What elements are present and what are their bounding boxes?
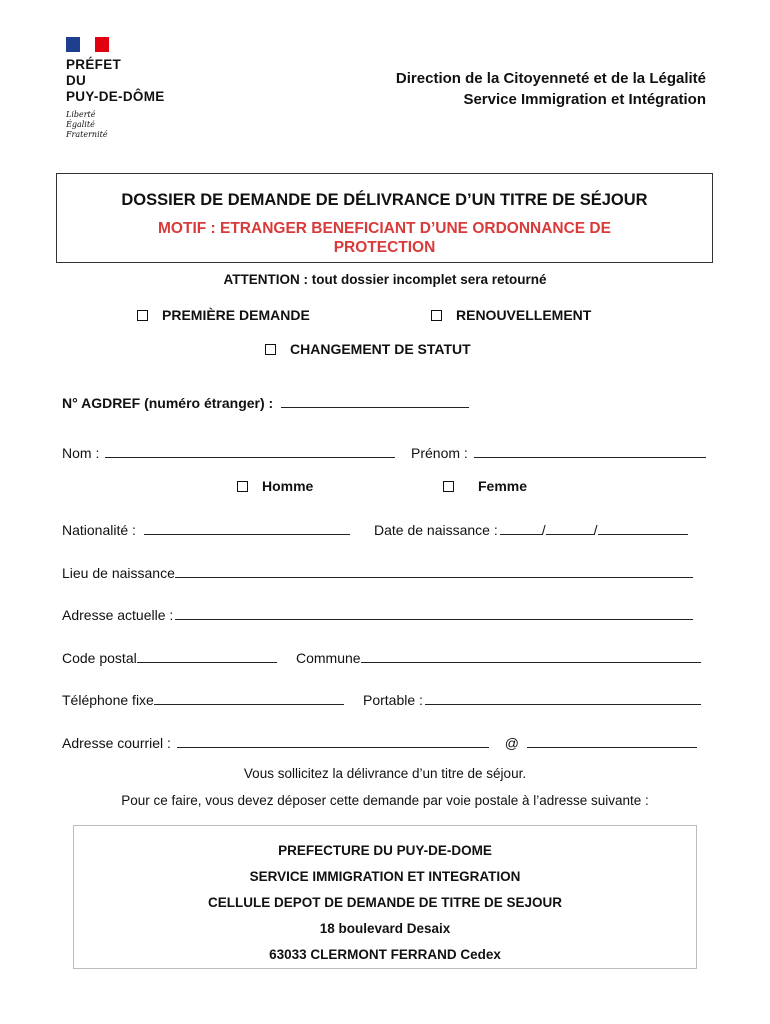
logo-line-1: PRÉFET bbox=[66, 57, 122, 72]
lieu-naissance-row bbox=[62, 563, 693, 581]
commune-row bbox=[296, 648, 701, 666]
agdref-input[interactable] bbox=[281, 393, 469, 408]
direction-header bbox=[396, 68, 706, 110]
motto-egalite: Égalité bbox=[66, 120, 95, 129]
option-homme[interactable] bbox=[237, 478, 313, 494]
at-sign: @ bbox=[504, 735, 519, 751]
label-homme: Homme bbox=[262, 478, 314, 494]
republic-motto bbox=[66, 110, 108, 140]
code-postal-input[interactable] bbox=[137, 648, 277, 663]
checkbox-renouvellement[interactable] bbox=[431, 310, 442, 321]
option-changement-statut[interactable] bbox=[265, 341, 471, 357]
code-postal-row bbox=[62, 648, 277, 666]
date-naissance-label: Date de naissance : bbox=[374, 522, 498, 538]
motto-liberte: Liberté bbox=[66, 110, 96, 119]
address-line-2: SERVICE IMMIGRATION ET INTEGRATION bbox=[249, 869, 521, 884]
date-year-input[interactable] bbox=[598, 520, 688, 535]
motto-fraternite: Fraternité bbox=[66, 130, 108, 139]
nom-row bbox=[62, 443, 395, 461]
logo-line-2: DU bbox=[66, 73, 87, 88]
telephone-label: Téléphone fixe bbox=[62, 692, 154, 708]
telephone-input[interactable] bbox=[154, 690, 344, 705]
label-femme: Femme bbox=[478, 478, 528, 494]
agdref-row bbox=[62, 393, 469, 411]
instruction-line-2: Pour ce faire, vous devez déposer cette demande par voie postale à l’adresse suivante : bbox=[121, 793, 649, 808]
nationalite-input[interactable] bbox=[144, 520, 350, 535]
adresse-row bbox=[62, 605, 693, 623]
portable-input[interactable] bbox=[425, 690, 701, 705]
instruction-line-1: Vous sollicitez la délivrance d’un titre de séjour. bbox=[243, 766, 527, 781]
logo-line-3: PUY-DE-DÔME bbox=[66, 89, 165, 104]
nationalite-row bbox=[62, 520, 350, 538]
courriel-domain-input[interactable] bbox=[527, 733, 697, 748]
prenom-input[interactable] bbox=[474, 443, 706, 458]
date-day-input[interactable] bbox=[500, 520, 542, 535]
title-box bbox=[56, 173, 713, 263]
address-line-1: PREFECTURE DU PUY-DE-DOME bbox=[278, 843, 492, 858]
label-changement: CHANGEMENT DE STATUT bbox=[290, 341, 471, 357]
service-name: Service Immigration et Intégration bbox=[463, 91, 706, 108]
portable-row bbox=[363, 690, 701, 708]
prefet-logo-text bbox=[66, 57, 165, 105]
option-renouvellement[interactable] bbox=[431, 307, 591, 323]
lieu-naissance-input[interactable] bbox=[175, 563, 693, 578]
document-title: DOSSIER DE DEMANDE DE DÉLIVRANCE D’UN TITRE DE SÉJOUR bbox=[121, 191, 648, 209]
code-postal-label: Code postal bbox=[62, 650, 137, 666]
label-premiere: PREMIÈRE DEMANDE bbox=[162, 307, 310, 323]
courriel-local-input[interactable] bbox=[177, 733, 489, 748]
telephone-row bbox=[62, 690, 344, 708]
courriel-row bbox=[62, 733, 697, 751]
direction-name: Direction de la Citoyenneté et de la Légalité bbox=[395, 70, 706, 87]
lieu-naissance-label: Lieu de naissance bbox=[62, 565, 175, 581]
courriel-label: Adresse courriel : bbox=[62, 735, 171, 751]
prefecture-address-box bbox=[73, 825, 697, 969]
checkbox-homme[interactable] bbox=[237, 481, 248, 492]
prenom-row bbox=[411, 443, 706, 461]
portable-label: Portable : bbox=[363, 692, 423, 708]
commune-label: Commune bbox=[296, 650, 361, 666]
checkbox-changement[interactable] bbox=[265, 344, 276, 355]
adresse-label: Adresse actuelle : bbox=[62, 607, 174, 623]
label-renouvellement: RENOUVELLEMENT bbox=[456, 307, 592, 323]
option-femme[interactable] bbox=[443, 478, 527, 494]
attention-notice: ATTENTION : tout dossier incomplet sera retourné bbox=[223, 272, 547, 287]
nom-input[interactable] bbox=[105, 443, 395, 458]
date-separator-1: / bbox=[541, 522, 546, 538]
commune-input[interactable] bbox=[361, 648, 701, 663]
address-line-5: 63033 CLERMONT FERRAND Cedex bbox=[269, 947, 501, 962]
checkbox-premiere[interactable] bbox=[137, 310, 148, 321]
agdref-label: N° AGDREF (numéro étranger) : bbox=[62, 395, 274, 411]
date-month-input[interactable] bbox=[546, 520, 594, 535]
checkbox-femme[interactable] bbox=[443, 481, 454, 492]
date-separator-2: / bbox=[593, 522, 598, 538]
option-premiere-demande[interactable] bbox=[137, 307, 310, 323]
address-line-4: 18 boulevard Desaix bbox=[319, 921, 451, 936]
nom-label: Nom : bbox=[62, 445, 100, 461]
adresse-input[interactable] bbox=[175, 605, 693, 620]
date-naissance-row bbox=[374, 520, 688, 538]
nationalite-label: Nationalité : bbox=[62, 522, 136, 538]
motif-text: MOTIF : ETRANGER BENEFICIANT D’UNE ORDONNANCE DE PROTECTION bbox=[158, 220, 611, 256]
french-flag-icon bbox=[66, 37, 109, 52]
prenom-label: Prénom : bbox=[411, 445, 468, 461]
address-line-3: CELLULE DEPOT DE DEMANDE DE TITRE DE SEJOUR bbox=[207, 895, 563, 910]
